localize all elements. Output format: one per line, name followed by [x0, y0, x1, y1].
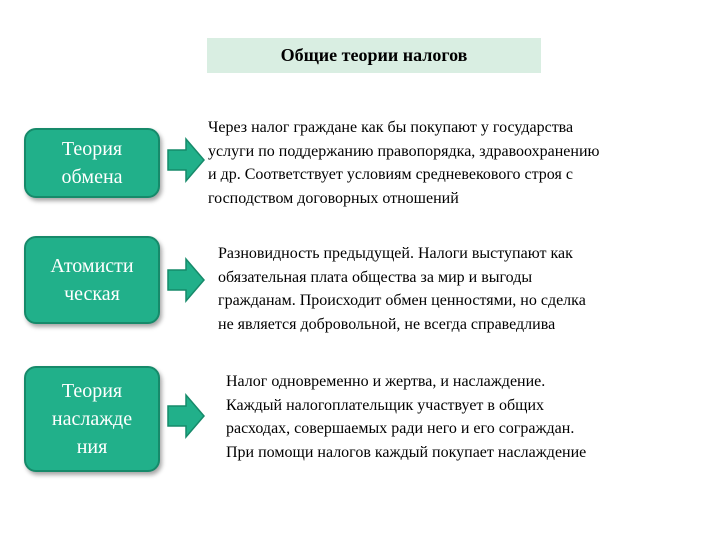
- arrow-right-icon: [166, 392, 206, 440]
- theory-exchange-box: Теория обмена: [24, 128, 160, 198]
- theory-atomistic-box: Атомисти ческая: [24, 236, 160, 324]
- arrow-right-icon: [166, 136, 206, 184]
- page-title: Общие теории налогов: [207, 38, 541, 73]
- theory-exchange-description: Через налог граждане как бы покупают у государства услуги по поддержанию правопорядка, здравоохранению и др. Соответствует условиям средневекового строя с господством договорных отношений: [208, 119, 600, 207]
- theory-pleasure-description: Налог одновременно и жертва, и наслаждение. Каждый налогоплательщик участвует в общих расходах, совершаемых ради него и его сограждан. При помощи налогов каждый покупает наслаждение: [226, 373, 587, 461]
- theory-atomistic-description: Разновидность предыдущей. Налоги выступают как обязательная плата общества за мир и выгоды гражданам. Происходит обмен ценностями, но сделка не является добровольной, не всегда справедлива: [218, 245, 586, 333]
- arrow-right-icon: [166, 256, 206, 304]
- theory-pleasure-box: Теория наслажде ния: [24, 366, 160, 472]
